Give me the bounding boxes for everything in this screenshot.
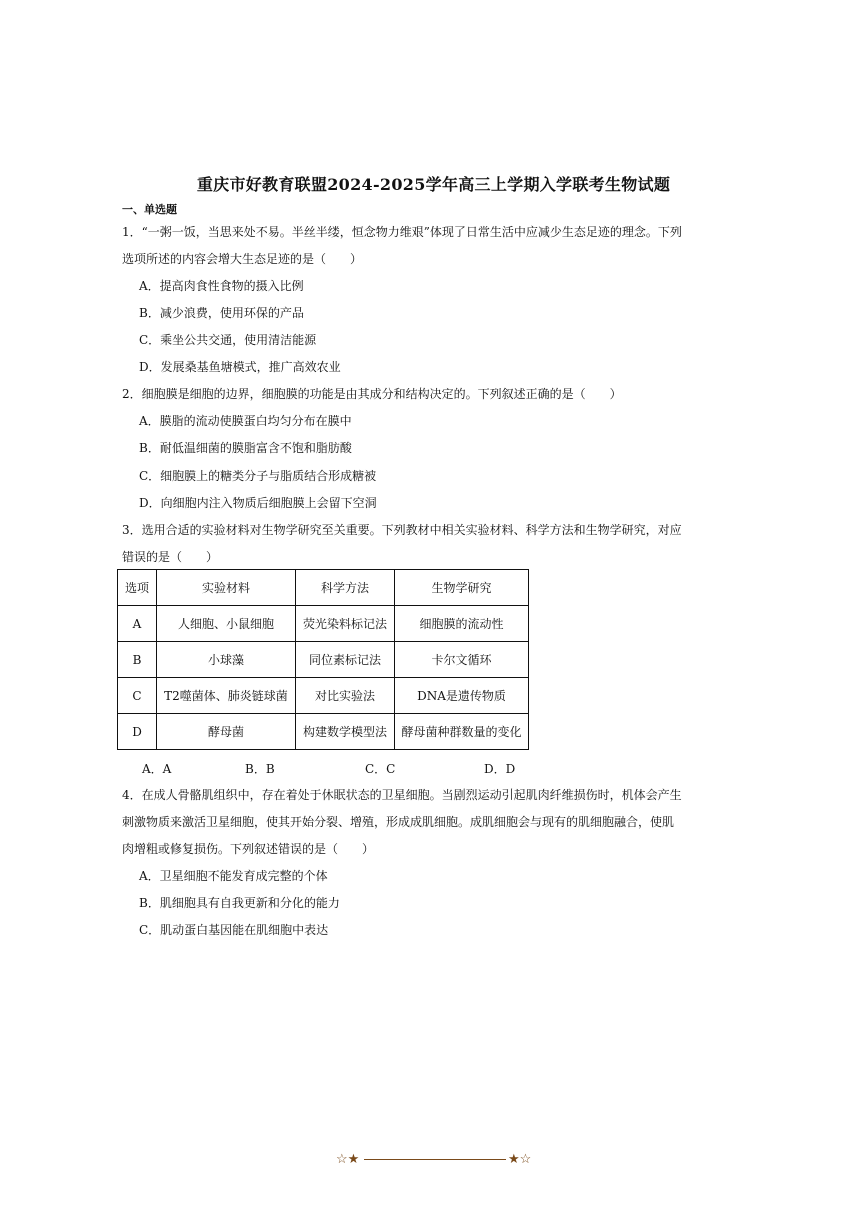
table-header-cell: 科学方法 <box>296 570 395 606</box>
table-cell: A <box>118 606 157 642</box>
q3-answer-b: B．B <box>245 762 275 776</box>
table-row <box>118 642 529 678</box>
q1-option-c: C．乘坐公共交通，使用清洁能源 <box>139 333 317 347</box>
q4-text-line1: 4．在成人骨骼肌组织中，存在着处于休眠状态的卫星细胞。当剧烈运动引起肌肉纤维损伤时，机体会产生 <box>122 788 682 802</box>
q3-answer-d: D．D <box>484 762 516 776</box>
table-cell: C <box>118 678 157 714</box>
q1-text-line1: 1．“一粥一饭，当思来处不易。半丝半缕，恒念物力维艰”体现了日常生活中应减少生态足迹的理念。下列 <box>122 225 682 239</box>
q1-option-a: A．提高肉食性食物的摄入比例 <box>139 279 304 293</box>
q4-option-b: B．肌细胞具有自我更新和分化的能力 <box>139 896 340 910</box>
table-cell: B <box>118 642 157 678</box>
q3-table <box>117 569 529 750</box>
table-row <box>118 678 529 714</box>
table-cell: 人细胞、小鼠细胞 <box>157 606 296 642</box>
q4-text-line3: 肉增粗或修复损伤。下列叙述错误的是（ ） <box>122 842 375 856</box>
page-title: 重庆市好教育联盟2024-2025学年高三上学期入学联考生物试题 <box>196 175 671 194</box>
q3-text-line1: 3．选用合适的实验材料对生物学研究至关重要。下列教材中相关实验材料、科学方法和生物学研究，对应 <box>122 523 682 537</box>
q1-option-d: D．发展桑基鱼塘模式，推广高效农业 <box>139 360 341 374</box>
q1-option-b: B．减少浪费，使用环保的产品 <box>139 306 304 320</box>
q2-option-b: B．耐低温细菌的膜脂富含不饱和脂肪酸 <box>139 441 352 455</box>
footer-divider <box>364 1159 506 1160</box>
table-cell: D <box>118 714 157 750</box>
q3-answer-a: A．A <box>142 762 172 776</box>
q2-option-c: C．细胞膜上的糖类分子与脂质结合形成糖被 <box>139 469 377 483</box>
q4-option-a: A．卫星细胞不能发育成完整的个体 <box>139 869 328 883</box>
table-row <box>118 606 529 642</box>
table-cell: 同位素标记法 <box>296 642 395 678</box>
q4-text-line2: 刺激物质来激活卫星细胞，使其开始分裂、增殖，形成成肌细胞。成肌细胞会与现有的肌细胞融合，使肌 <box>122 815 675 829</box>
table-cell: 构建数学模型法 <box>296 714 395 750</box>
table-cell: 细胞膜的流动性 <box>395 606 529 642</box>
table-cell: 小球藻 <box>157 642 296 678</box>
footer-ornament <box>336 1151 536 1169</box>
q3-text-line2: 错误的是（ ） <box>122 550 219 564</box>
q4-option-c: C．肌动蛋白基因能在肌细胞中表达 <box>139 923 329 937</box>
star-icon-left: ☆★ <box>336 1152 360 1167</box>
table-cell: 酵母菌 <box>157 714 296 750</box>
section-heading: 一、单选题 <box>122 203 177 216</box>
table-header-row <box>118 570 529 606</box>
star-icon-right: ★☆ <box>508 1152 532 1167</box>
q2-option-d: D．向细胞内注入物质后细胞膜上会留下空洞 <box>139 496 377 510</box>
q2-option-a: A．膜脂的流动使膜蛋白均匀分布在膜中 <box>139 414 352 428</box>
table-header-cell: 选项 <box>118 570 157 606</box>
table-cell: 荧光染料标记法 <box>296 606 395 642</box>
table-cell: 卡尔文循环 <box>395 642 529 678</box>
table-header-cell: 实验材料 <box>157 570 296 606</box>
table-cell: 对比实验法 <box>296 678 395 714</box>
table-header-cell: 生物学研究 <box>395 570 529 606</box>
table-row <box>118 714 529 750</box>
table-cell: T2噬菌体、肺炎链球菌 <box>157 678 296 714</box>
table-cell: 酵母菌种群数量的变化 <box>395 714 529 750</box>
table-cell: DNA是遗传物质 <box>395 678 529 714</box>
q1-text-line2: 选项所述的内容会增大生态足迹的是（ ） <box>122 252 363 266</box>
q3-answer-c: C．C <box>365 762 396 776</box>
q2-text-line1: 2．细胞膜是细胞的边界，细胞膜的功能是由其成分和结构决定的。下列叙述正确的是（ ） <box>122 387 622 401</box>
